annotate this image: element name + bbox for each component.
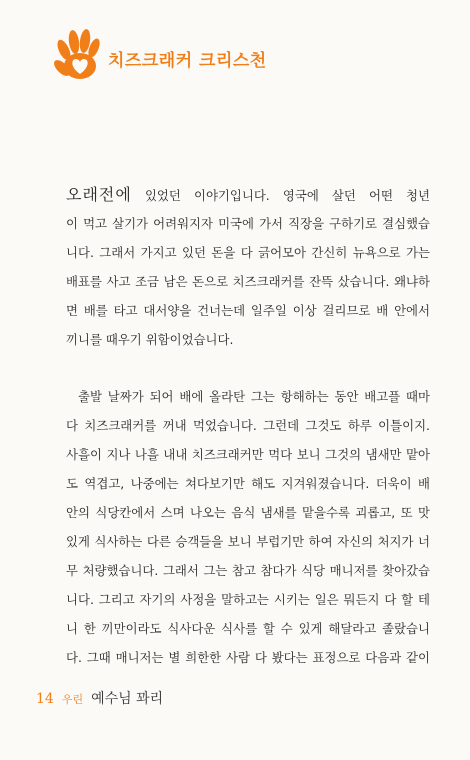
text-line: 니다. 그래서 가지고 있던 돈을 다 긁어모아 간신히 뉴욕으로 가는 xyxy=(66,245,430,260)
text-line: 이 먹고 살기가 어려워지자 미국에 가서 직장을 구하기로 결심했습 xyxy=(66,216,430,231)
chapter-header xyxy=(52,28,432,84)
running-title-prefix: 우린 xyxy=(61,693,84,706)
text-line: 다 치즈크래커를 꺼내 먹었습니다. 그런데 그것도 하루 이틀이지. xyxy=(66,418,430,433)
paragraph-2 xyxy=(66,382,430,672)
text-line: 다. 그때 매니저는 별 희한한 사람 다 봤다는 표정으로 다음과 같이 xyxy=(66,650,430,665)
paragraph-1 xyxy=(66,180,430,354)
text-line xyxy=(66,180,430,209)
body-text xyxy=(66,180,430,672)
text-line: 안의 식당칸에서 스며 나오는 음식 냄새를 맡을수록 괴롭고, 또 맛 xyxy=(66,505,430,520)
text-line: 있게 식사하는 다른 승객들을 보니 부럽기만 하여 자신의 처지가 너 xyxy=(66,534,430,549)
text-line: 끼니를 때우기 위함이었습니다. xyxy=(66,332,234,347)
text-line: 니다. 그리고 자기의 사정을 말하고는 시키는 일은 뭐든지 다 할 테 xyxy=(66,592,430,607)
text-line: 무 처량했습니다. 그래서 그는 참고 참다가 식당 매니저를 찾아갔습 xyxy=(66,563,430,578)
page-number: 14 xyxy=(36,691,54,707)
chapter-title: 치즈크래커 크리스천 xyxy=(108,51,267,71)
orange-handprint-heart-icon xyxy=(52,28,108,84)
dropcap: 오래전에 xyxy=(66,185,132,204)
text-line: 니 한 끼만이라도 식사다운 식사를 할 수 있게 해달라고 졸랐습니 xyxy=(66,621,430,636)
page-footer xyxy=(36,688,163,712)
text-line: 출발 날짜가 되어 배에 올라탄 그는 항해하는 동안 배고플 때마 xyxy=(78,389,430,404)
text-line: 배표를 사고 조금 남은 돈으로 치즈크래커를 잔뜩 샀습니다. 왜냐하 xyxy=(66,274,430,289)
running-title: 예수님 꽈리 xyxy=(91,691,164,707)
text-line: 사흘이 지나 나흘 내내 치즈크래커만 먹다 보니 그것의 냄새만 맡아 xyxy=(66,447,430,462)
text-line: 도 역겹고, 나중에는 쳐다보기만 해도 지겨워졌습니다. 더욱이 배 xyxy=(66,476,430,491)
text-line: 면 배를 타고 대서양을 건너는데 일주일 이상 걸리므로 배 안에서 xyxy=(66,303,430,318)
text-line-content: 있었던 이야기입니다. 영국에 살던 어떤 청년 xyxy=(131,188,430,203)
